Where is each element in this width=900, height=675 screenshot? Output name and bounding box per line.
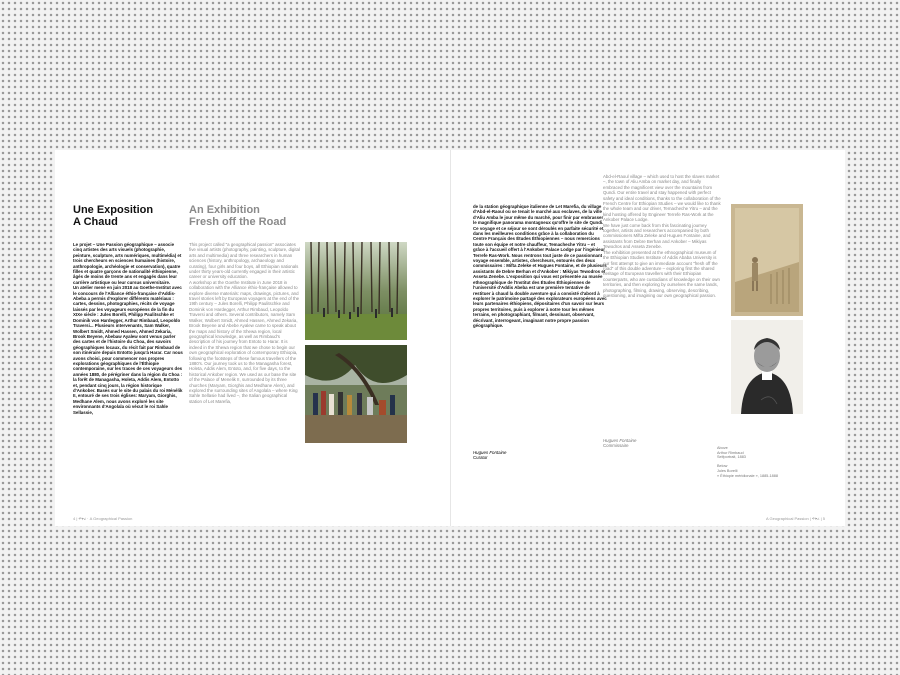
english-signature-name: Hugues Fontaine <box>603 438 637 443</box>
french-signature-name: Hugues Fontaine <box>473 450 507 455</box>
english-curator-role: Curator <box>473 455 488 461</box>
french-intro-text: Le projet – Une Passion géographique – associe cinq artistes des arts visuels (photographie, peinture, sculpture, arts numériques, multimédia) et trois chercheurs en sciences humaines (histoire, anthropologie, archéologie et conservation), quatre filles et quatre garçons de nationalité éthiopienne, âgés de moins de trente ans et engagés dans leur carrière artistique ou leur cursus universitaire. Un atelier mené en juin 2018 au Goethe-Institut avec le concours de l'Alliance éthio-française d'Addis-Abeba a permis d'explorer différents matériaux : cartes, dessins, photographies, récits de voyage laissés par les voyageurs européens de la fin du XIXe siècle : Jules Borelli, Philipp Paulitschke et Dominik von Hardegger, Arthur Rimbaud, Leopoldo Traversi... Plusieurs intervenants, Sam Walker, Wolbert Smidt, Ahmed Hassen, Ahmed Zekaria, Brook Beyene, Abebaw Ayalew sont venus parler des cartes et de l'histoire du Choa, des savoirs géographiques locaux, du récit fait par Rimbaud de son itinéraire depuis Entotto jusqu'à Harar. Car nous avons choisi, pour commencer nos propres explorations géographiques de l'Éthiopie contemporaine, sur les traces de ces voyageurs des années 1880, de pérégriner dans la région du Choa : la forêt de Managasha, Holeta, Addis Alem, Entotto et, pendant cinq jours, la région historique d'Ankober. Basés sur le site du palais du roi Ménélik II, entouré de ses trois églises: Maryam, Giorghis, Medhane Alem, nous avons exploré les site environnants d'Angolala où vécut le roi Sahle Sellassie, <box>73 242 183 415</box>
jules-borelli-portrait <box>731 320 803 414</box>
group-tree-photo <box>305 345 407 443</box>
english-intro-text: This project called "a geographical passion" associates five visual artists (photography, painting, sculpture, digital arts and multimedia) and three researchers in human sciences (history, anthropology, archaeology and curating), four girls and four boys, all Ethiopian nationals under thirty years-old currently engaged in their artistic career or university education. A workshop at the Goethe Institute in June 2018 in collaboration with the Alliance éthio-française allowed to explore diverse materials: maps, drawings, pictures, and travel stories left by European voyagers at the end of the 19th century – Jules Borelli, Philipp Paulitschke and Dominik von Hardegger, Arthur Rimbaud, Leopoldo Traversi and others. Several contributors, namely Sam Walker, Wolbert Smidt, Ahmed Hassen, Ahmed Zekaria, Brook Beyene and Abebe Ayalew came to speak about the maps and history of the Shewa region, local geographical knowledge, as well as Rimbaud's description of his journey from Entoto to Harar. It is indeed in the Shewa region that we chose to begin our own geographical exploration of contemporary Ethiopia, following the footsteps of these famous travellers of the 1880's. Our journey took us to the Managasha forest, Holeta, Addis Alem, Entoto, and, for five days, to the historical Ankober region. We used as our base the site of the Palace of Menelik II, surrounded by its three churches (Maryam, Giorghis and Medhane Alem), and explored the surrounding sites of Angolala – where King Sahle Sellasie had lived –, the Italian geographical station of Let Marefia, <box>189 242 300 404</box>
left-folio: 4 | ፍቅረ · A Geographical Passion <box>73 516 133 521</box>
english-title: An Exhibition Fresh off the Road <box>189 204 287 228</box>
photo-caption: Above Arthur Rimbaud Selfportrait, 1883 Below Jules Borelli « Éthiopie méridionale », 1885-1888 <box>717 446 779 478</box>
french-title: Une Exposition A Chaud <box>73 204 154 228</box>
magazine-spread <box>55 150 845 526</box>
french-continued-text: de la station géographique italienne de Let Marefia, du village d'Abd-el-Raoul où se tenait le marché aux esclaves, de la ville d'Aliu Amba le jour même du marché, pour finir par embrasser le magnifique panorama montagneux qu'offre le site de Qundi. Ce voyage et ce séjour se sont déroulés en parfaite sécurité et dans les meilleures conditions grâce à la collaboration du Centre Français des Études Éthiopiennes – nous remercions toute son équipe et notre chauffeur, Temacheche Yitru – et grâce à l'accueil offert à l'Ankober Palace Lodge par l'ingénieur Terrefe Ras-Work. Nous rentrons tout juste de ce passionnant voyage ensemble, artistes, chercheurs, entourés des deux commissaires : Mifta Zeleke et Hugues Fontaine, et de plusieurs assistants de Debre Berhan et d'Ankober : Mikiyas Tewodros et Asseta Zenebe. L'exposition qui vous est présentée au musée ethnographique de l'Institut des Études Éthiopiennes de l'université d'Addis Abeba est une première tentative de restituer à chaud la double aventure qui a consisté d'abord à explorer le patrimoine partagé des explorateurs européens avec leurs partenaires éthiopiens, dépositaires d'un savoir sur leurs propres territoires, puis à explorer à notre tour les mêmes terrains, en photographiant, filmant, dessinant, observant, décrivant, interrogeant, imaginant notre propre passion géographique. <box>473 204 607 328</box>
rimbaud-selfportrait-photo <box>731 204 803 316</box>
french-signature <box>473 450 506 461</box>
english-continued-text: Abd-el-Raoul village – which used to host the slaves market –, the town of Aliu Amba on market day, and finally embraced the magnificent view over the mountains from Qundi. Our entire travel and stay happened with perfect safety and ideal conditions, thanks to the collaboration of the French Centre for Ethiopian Studies – we would like to thank the whole team and our driver, Temacheche Yitru – and the kind hosting offered by Engineer Terrefe Ras-Work at the Ankober Palace Lodge. We have just come back from this fascinating journey together, artists and researchers accompanied by both commissioners Mifta Zeleke and Hugues Fontaine, and assistants from Debre Berhan and Ankober – Mikiyas Tewodros and Asseta Zenebe. The exhibition presented at the ethnographical museum of the Ethiopian Studies Institute of Addis Ababa University is our first attempt to give an immediate account "fresh off the road" of this double adventure – exploring first the shared heritage of European travellers with their Ethiopian counterparts, who are custodians of knowledge on their own territories, and then exploring by ourselves the same lands, photographing, filming, drawing, observing, describing, questioning, and imagining our own geographical passion. <box>603 174 721 298</box>
center-fold <box>450 150 451 526</box>
french-commissaire-role: Commissaire <box>603 443 629 449</box>
right-folio: A Geographical Passion | ፍቅረ | 5 <box>765 516 825 521</box>
english-signature <box>603 438 636 449</box>
forest-group-photo <box>305 242 407 340</box>
